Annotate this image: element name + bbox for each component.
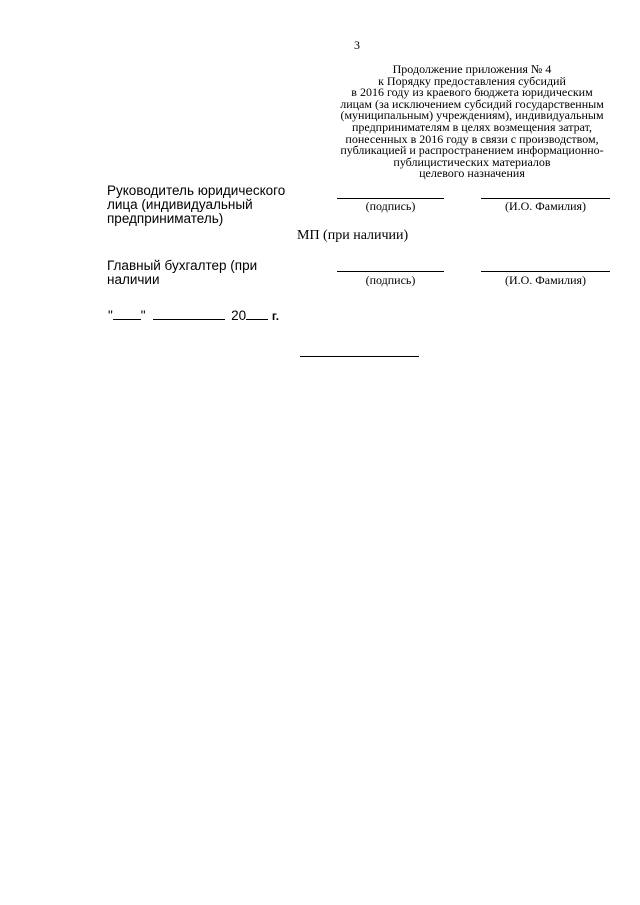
- accountant-label-line: Главный бухгалтер (при: [107, 258, 258, 273]
- head-label-line: лица (индивидуальный: [107, 197, 253, 212]
- header-line: целевого назначения: [419, 166, 525, 181]
- year-prefix: 20: [231, 308, 247, 323]
- month-blank: [153, 308, 225, 320]
- year-blank: [246, 308, 268, 320]
- date-open-quote: ": [108, 308, 113, 323]
- seal-label: МП (при наличии): [297, 228, 409, 243]
- head-signature-caption: (подпись): [365, 199, 416, 213]
- year-suffix: г.: [271, 309, 280, 323]
- header-line: предпринимателям в целях возмещения затрат,: [351, 119, 592, 134]
- header-line: лицам (за исключением субсидий государственным: [340, 96, 604, 111]
- appendix-header: [330, 64, 614, 180]
- day-blank: [113, 308, 141, 320]
- accountant-name-line: [481, 271, 610, 272]
- end-separator-line: [300, 356, 419, 357]
- accountant-signature-line: [337, 271, 444, 272]
- head-label-line: Руководитель юридического: [107, 183, 286, 198]
- header-line: публикацией и распространением информационно-: [340, 143, 604, 158]
- accountant-label-line: наличии: [107, 272, 160, 287]
- date-close-quote: ": [140, 308, 146, 323]
- head-label-line: предприниматель): [107, 211, 224, 226]
- header-line: понесенных в 2016 году в связи с производством,: [345, 131, 599, 146]
- date-line: [108, 308, 279, 323]
- accountant-signature-caption: (подпись): [365, 273, 416, 287]
- head-signer-label: [107, 184, 285, 226]
- header-line: к Порядку предоставления субсидий: [378, 73, 566, 88]
- header-line: публицистических материалов: [393, 154, 551, 169]
- header-line: Продолжение приложения № 4: [392, 62, 552, 76]
- accountant-signer-label: [107, 259, 257, 287]
- accountant-name-caption: (И.О. Фамилия): [504, 273, 587, 287]
- header-line: (муниципальным) учреждениям), индивидуальным: [340, 108, 604, 123]
- page-number: 3: [354, 38, 360, 52]
- header-line: в 2016 году из краевого бюджета юридическим: [351, 85, 593, 100]
- head-name-caption: (И.О. Фамилия): [504, 199, 587, 213]
